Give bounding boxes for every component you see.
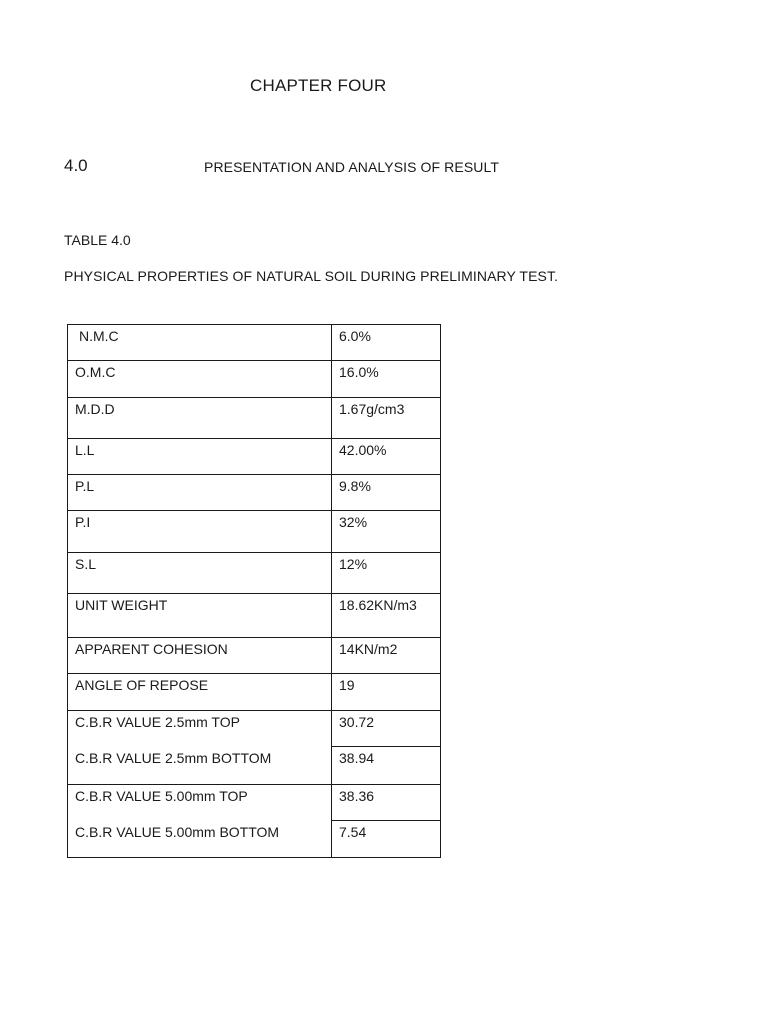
table-row <box>68 553 441 594</box>
property-value: 9.8% <box>339 478 371 494</box>
property-label-cell <box>68 638 332 674</box>
chapter-title: CHAPTER FOUR <box>250 76 387 95</box>
cbr-2-5mm-top-label: C.B.R VALUE 2.5mm TOP <box>75 714 240 730</box>
property-label-cell <box>68 475 332 511</box>
property-value: 19 <box>339 677 355 693</box>
property-value-cell <box>332 711 441 747</box>
section-title: PRESENTATION AND ANALYSIS OF RESULT <box>204 159 499 175</box>
cbr-5mm-bottom-value: 7.54 <box>339 824 367 840</box>
cbr-2-5mm-bottom-label: C.B.R VALUE 2.5mm BOTTOM <box>75 750 272 766</box>
property-label: P.L <box>75 478 95 494</box>
table-row <box>68 398 441 439</box>
property-value-cell <box>332 361 441 398</box>
soil-properties-table <box>67 324 441 858</box>
table-row <box>68 325 441 361</box>
table-row <box>68 439 441 475</box>
property-value-cell <box>332 325 441 361</box>
property-value: 12% <box>339 556 368 572</box>
property-value-cell <box>332 747 441 785</box>
cbr-5mm-top-value: 38.36 <box>339 788 375 804</box>
property-label: ANGLE OF REPOSE <box>75 677 209 693</box>
cbr-5mm-label-cell <box>68 785 332 858</box>
property-value: 42.00% <box>339 442 387 458</box>
cbr-5mm-bottom-label: C.B.R VALUE 5.00mm BOTTOM <box>75 824 280 840</box>
table-row <box>68 785 441 821</box>
cbr-2-5mm-label-cell <box>68 711 332 785</box>
property-value-cell <box>332 398 441 439</box>
table-caption: PHYSICAL PROPERTIES OF NATURAL SOIL DURING PRELIMINARY TEST. <box>64 268 559 284</box>
table-row <box>68 711 441 747</box>
property-label-cell <box>68 553 332 594</box>
table-label: TABLE 4.0 <box>64 232 131 248</box>
section-number: 4.0 <box>64 156 88 175</box>
property-label: N.M.C <box>79 328 119 344</box>
table-row <box>68 361 441 398</box>
property-label-cell <box>68 398 332 439</box>
table-row <box>68 475 441 511</box>
cbr-2-5mm-bottom-value: 38.94 <box>339 750 375 766</box>
property-label-cell <box>68 439 332 475</box>
property-value-cell <box>332 785 441 821</box>
property-label-cell <box>68 325 332 361</box>
property-label-cell <box>68 361 332 398</box>
property-value: 14KN/m2 <box>339 641 398 657</box>
property-value-cell <box>332 638 441 674</box>
property-value-cell <box>332 553 441 594</box>
property-label: P.I <box>75 514 91 530</box>
property-value-cell <box>332 594 441 638</box>
property-value-cell <box>332 674 441 711</box>
property-value: 1.67g/cm3 <box>339 401 405 417</box>
table-row <box>68 674 441 711</box>
property-label-cell <box>68 511 332 553</box>
table-row <box>68 594 441 638</box>
table-row <box>68 638 441 674</box>
property-label: S.L <box>75 556 97 572</box>
property-value-cell <box>332 475 441 511</box>
property-value: 6.0% <box>339 328 371 344</box>
property-label: O.M.C <box>75 364 116 380</box>
property-label-cell <box>68 594 332 638</box>
property-value: 18.62KN/m3 <box>339 597 417 613</box>
property-value: 16.0% <box>339 364 379 380</box>
cbr-5mm-top-label: C.B.R VALUE 5.00mm TOP <box>75 788 248 804</box>
property-label: APPARENT COHESION <box>75 641 228 657</box>
property-label: L.L <box>75 442 95 458</box>
property-label: M.D.D <box>75 401 115 417</box>
property-label: UNIT WEIGHT <box>75 597 168 613</box>
table-row <box>68 511 441 553</box>
property-value-cell <box>332 821 441 858</box>
property-label-cell <box>68 674 332 711</box>
cbr-2-5mm-top-value: 30.72 <box>339 714 375 730</box>
property-value: 32% <box>339 514 368 530</box>
property-value-cell <box>332 511 441 553</box>
property-value-cell <box>332 439 441 475</box>
